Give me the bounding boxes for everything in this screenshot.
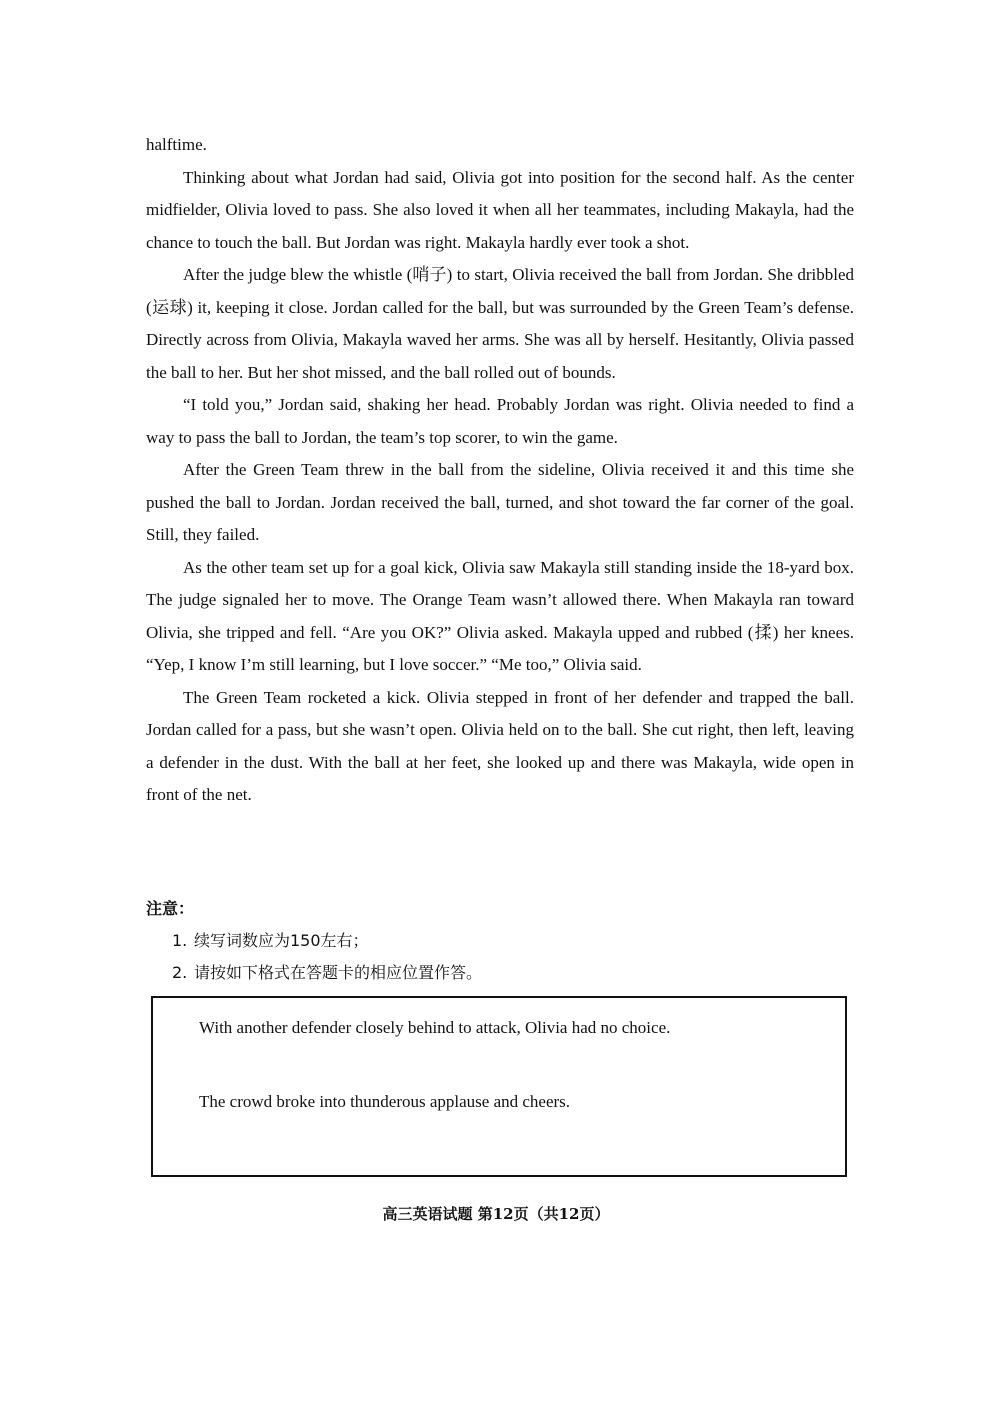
note-text: 请按如下格式在答题卡的相应位置作答。 [194,963,483,982]
paragraph-starter-1: With another defender closely behind to attack, Olivia had no choice. [199,1018,671,1037]
passage-paragraph: After the judge blew the whistle (哨子) to start, Olivia received the ball from Jordan. She dribbled (运球) it, keeping it close. Jordan called for the ball, but was surrounded by the Green Team’s defense. Directly across from Olivia, Makayla waved her arms. She was all by herself. Hesitantly, Olivia passed the ball to her. But her shot missed, and the ball rolled out of bounds. [146,265,854,382]
passage-paragraph: After the Green Team threw in the ball from the sideline, Olivia received it and this time she pushed the ball to Jordan. Jordan received the ball, turned, and shot toward the far corner of the goal. Still, they failed. [146,460,854,544]
instructions-notes [146,893,854,989]
passage-paragraph: “I told you,” Jordan said, shaking her head. Probably Jordan was right. Olivia needed to find a way to pass the ball to Jordan, the team’s top scorer, to win the game. [146,395,854,447]
note-item [146,925,854,957]
story-passage [146,129,854,812]
passage-paragraph: As the other team set up for a goal kick, Olivia saw Makayla still standing inside the 18-yard box. The judge signaled her to move. The Orange Team wasn’t allowed there. When Makayla ran toward Olivia, she tripped and fell. “Are you OK?” Olivia asked. Makayla upped and rubbed (揉) her knees. “Yep, I know I’m still learning, but I love soccer.” “Me too,” Olivia said. [146,557,854,674]
note-item [146,957,854,989]
page-footer: 高三英语试题 第12页（共12页） [382,1205,610,1223]
notes-heading: 注意： [146,899,195,918]
paragraph-starter-2: The crowd broke into thunderous applause and cheers. [199,1092,571,1111]
note-number: 1. [172,931,188,950]
passage-paragraph: The Green Team rocketed a kick. Olivia stepped in front of her defender and trapped the ball. Jordan called for a pass, but she wasn’t open. Olivia held on to the ball. She cut right, then left, leaving a defender in the dust. With the ball at her feet, she looked up and there was Makayla, wide open in front of the net. [146,687,854,804]
note-number: 2. [172,963,188,982]
answer-format-box [151,996,847,1177]
passage-paragraph: halftime. [146,135,207,154]
passage-paragraph: Thinking about what Jordan had said, Olivia got into position for the second half. As the center midfielder, Olivia loved to pass. She also loved it when all her teammates, including Makayla, had the chance to touch the ball. But Jordan was right. Makayla hardly ever took a shot. [146,167,854,252]
notes-list [146,925,854,989]
note-text: 续写词数应为150左右； [194,931,369,950]
